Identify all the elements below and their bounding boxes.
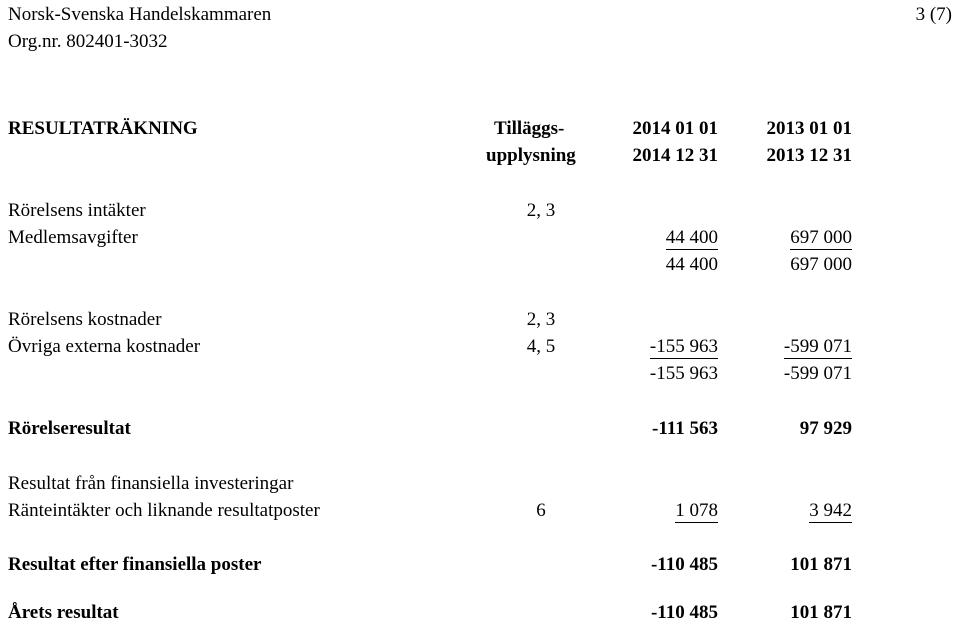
row-current-year-value: 44 400 — [665, 227, 718, 248]
statement-title: RESULTATRÄKNING — [8, 118, 198, 139]
operating-result-previous-year: 97 929 — [799, 418, 852, 439]
subtotal-previous-year: -599 071 — [783, 363, 852, 384]
net-result-label: Årets resultat — [8, 602, 119, 623]
previous-year-start-date: 2013 01 01 — [766, 118, 852, 139]
row-label: Rörelsens kostnader — [8, 309, 162, 330]
row-previous-year-value: -599 071 — [783, 336, 852, 357]
current-year-start-date: 2014 01 01 — [632, 118, 718, 139]
note-column-header-line1: Tilläggs- — [494, 118, 565, 139]
row-label: Ränteintäkter och liknande resultatposter — [8, 500, 320, 521]
row-label: Övriga externa kostnader — [8, 336, 201, 357]
result-after-financial-items-previous-year: 101 871 — [790, 554, 852, 575]
row-note: 6 — [536, 500, 546, 521]
row-current-year-value: -155 963 — [649, 336, 718, 357]
operating-result-label: Rörelseresultat — [8, 418, 131, 439]
row-label: Resultat från finansiella investeringar — [8, 473, 294, 494]
row-current-year-value: 1 078 — [675, 500, 718, 521]
subtotal-previous-year: 697 000 — [790, 254, 852, 275]
row-previous-year-value: 3 942 — [809, 500, 852, 521]
net-result-previous-year: 101 871 — [790, 602, 852, 623]
row-note: 4, 5 — [526, 336, 556, 357]
net-result-current-year: -110 485 — [650, 602, 718, 623]
subtotal-current-year: -155 963 — [649, 363, 718, 384]
page-number: 3 (7) — [915, 4, 952, 25]
previous-year-end-date: 2013 12 31 — [766, 145, 852, 166]
note-column-header-line2: upplysning — [486, 145, 576, 166]
organization-name: Norsk-Svenska Handelskammaren — [8, 4, 272, 25]
operating-result-current-year: -111 563 — [652, 418, 718, 439]
row-label: Medlemsavgifter — [8, 227, 138, 248]
row-previous-year-value: 697 000 — [790, 227, 852, 248]
subtotal-current-year: 44 400 — [665, 254, 718, 275]
row-note: 2, 3 — [526, 200, 556, 221]
result-after-financial-items-label: Resultat efter finansiella poster — [8, 554, 262, 575]
organization-number: Org.nr. 802401-3032 — [8, 31, 168, 52]
row-note: 2, 3 — [526, 309, 556, 330]
result-after-financial-items-current-year: -110 485 — [650, 554, 718, 575]
row-label: Rörelsens intäkter — [8, 200, 146, 221]
current-year-end-date: 2014 12 31 — [632, 145, 718, 166]
